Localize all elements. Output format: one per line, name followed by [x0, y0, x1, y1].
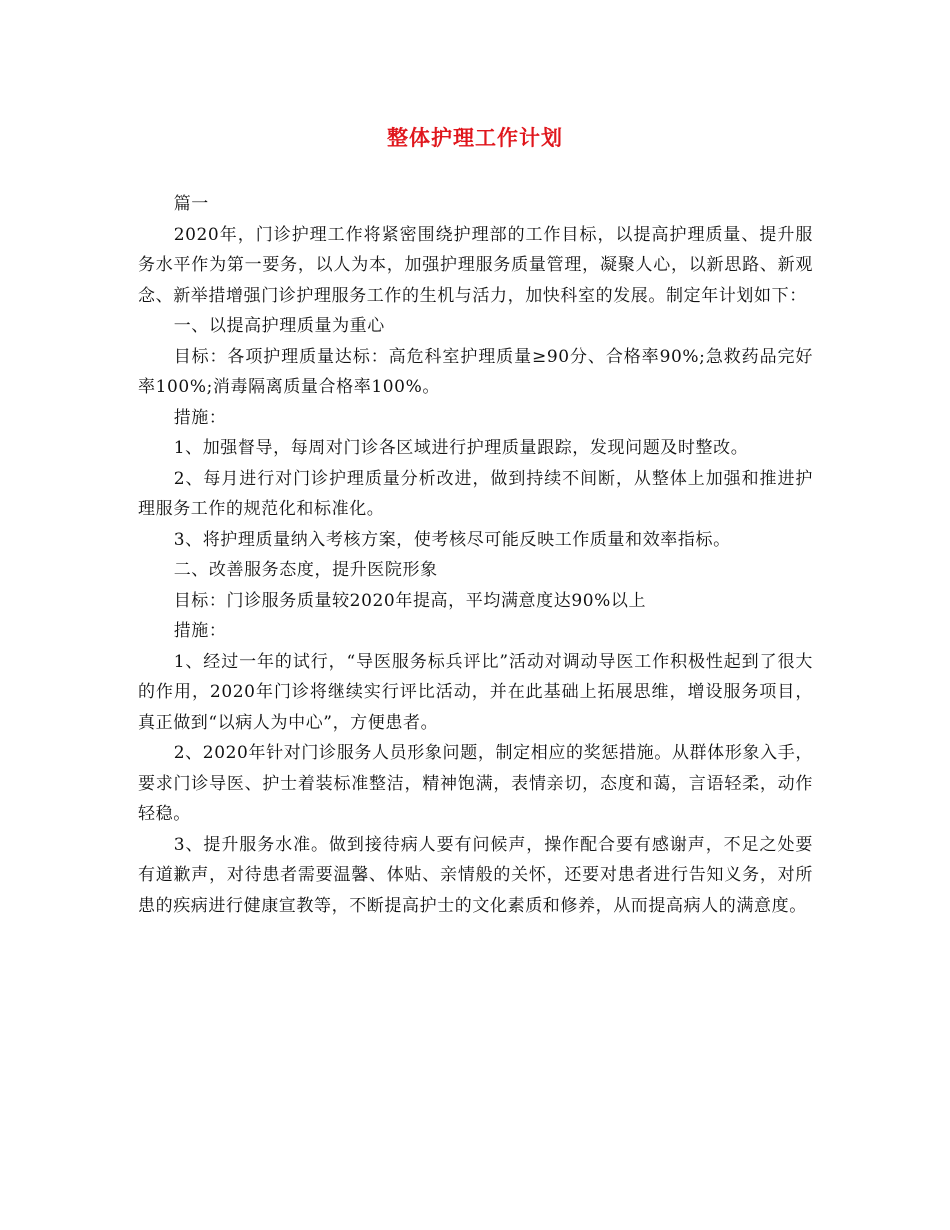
paragraph-measures-label-2: 措施： — [173, 621, 227, 641]
paragraph-intro: 2020年，门诊护理工作将紧密围绕护理部的工作目标，以提高护理质量、提升服务水平作为第一要务，以人为本，加强护理服务质量管理，凝聚人心，以新思路、新观念、新举措增强门诊护理服务工作的生机与活力，加快科室的发展。制定年计划如下： — [138, 224, 813, 306]
heading-section-1: 一、以提高护理质量为重心 — [173, 316, 385, 336]
paragraph-measure-2-3: 3、提升服务水准。做到接待病人要有问候声，操作配合要有感谢声，不足之处要有道歉声，对待患者需要温馨、体贴、亲情般的关怀，还要对患者进行告知义务，对所患的疾病进行健康宣教等，不断提高护士的文化素质和修养，从而提高病人的满意度。 — [138, 834, 813, 916]
paragraph-goal-2: 目标：门诊服务质量较2020年提高，平均满意度达90%以上 — [173, 590, 647, 611]
paragraph-measure-1-1: 1、加强督导，每周对门诊各区域进行护理质量跟踪，发现问题及时整改。 — [173, 438, 749, 458]
paragraph-measure-2-2: 2、2020年针对门诊服务人员形象问题，制定相应的奖惩措施。从群体形象入手，要求门诊导医、护士着装标准整洁，精神饱满，表情亲切，态度和蔼，言语轻柔，动作轻稳。 — [138, 743, 813, 824]
paragraph-measures-label-1: 措施： — [173, 407, 227, 428]
document-title: 整体护理工作计划 — [387, 125, 563, 150]
document-body — [138, 189, 813, 921]
paragraph-measure-1-3: 3、将护理质量纳入考核方案，使考核尽可能反映工作质量和效率指标。 — [173, 529, 731, 550]
heading-section-2: 二、改善服务态度，提升医院形象 — [173, 560, 438, 580]
paragraph-section-label: 篇一 — [173, 194, 209, 214]
paragraph-goal-1: 目标：各项护理质量达标：高危科室护理质量≥90分、合格率90%;急救药品完好率100%;消毒隔离质量合格率100%。 — [138, 346, 813, 397]
paragraph-measure-1-2: 2、每月进行对门诊护理质量分析改进，做到持续不间断，从整体上加强和推进护理服务工作的规范化和标准化。 — [138, 468, 813, 519]
paragraph-measure-2-1: 1、经过一年的试行，“导医服务标兵评比”活动对调动导医工作积极性起到了很大的作用，2020年门诊将继续实行评比活动，并在此基础上拓展思维，增设服务项目，真正做到“以病人为中心”，方便患者。 — [138, 651, 813, 733]
